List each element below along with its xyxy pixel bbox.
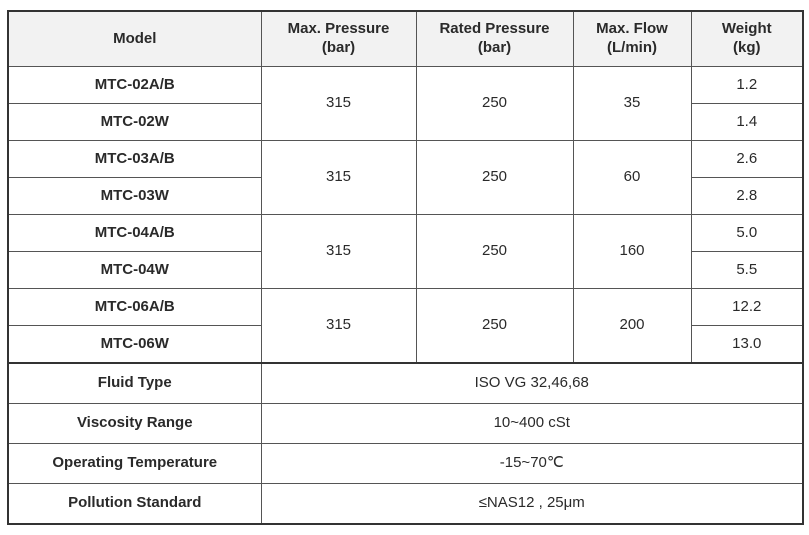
property-row (8, 404, 803, 444)
table-row (8, 289, 803, 326)
operating-temperature-value: -15~70℃ (261, 444, 803, 484)
weight-value: 5.0 (691, 215, 803, 252)
weight-value: 1.2 (691, 67, 803, 104)
table-row (8, 141, 803, 178)
pollution-standard-value: ≤NAS12 , 25μm (261, 484, 803, 525)
rated-pressure-value: 250 (416, 215, 573, 289)
property-row (8, 444, 803, 484)
max-flow-value: 35 (573, 67, 691, 141)
fluid-type-value: ISO VG 32,46,68 (261, 363, 803, 404)
max-pressure-value: 315 (261, 215, 416, 289)
rated-pressure-value: 250 (416, 67, 573, 141)
header-rated-pressure: Rated Pressure (bar) (416, 11, 573, 67)
header-max-flow: Max. Flow (L/min) (573, 11, 691, 67)
weight-value: 2.6 (691, 141, 803, 178)
property-row (8, 363, 803, 404)
model-name: MTC-04W (8, 252, 261, 289)
weight-value: 13.0 (691, 326, 803, 364)
max-pressure-value: 315 (261, 67, 416, 141)
model-name: MTC-04A/B (8, 215, 261, 252)
table-row (8, 67, 803, 104)
pollution-standard-label: Pollution Standard (8, 484, 261, 525)
weight-value: 2.8 (691, 178, 803, 215)
max-flow-value: 200 (573, 289, 691, 364)
header-max-pressure: Max. Pressure (bar) (261, 11, 416, 67)
model-name: MTC-06W (8, 326, 261, 364)
max-pressure-value: 315 (261, 141, 416, 215)
max-flow-value: 160 (573, 215, 691, 289)
max-flow-value: 60 (573, 141, 691, 215)
header-weight: Weight (kg) (691, 11, 803, 67)
rated-pressure-value: 250 (416, 141, 573, 215)
operating-temperature-label: Operating Temperature (8, 444, 261, 484)
weight-value: 1.4 (691, 104, 803, 141)
weight-value: 5.5 (691, 252, 803, 289)
header-model: Model (8, 11, 261, 67)
viscosity-range-label: Viscosity Range (8, 404, 261, 444)
model-name: MTC-02A/B (8, 67, 261, 104)
property-row (8, 484, 803, 525)
viscosity-range-value: 10~400 cSt (261, 404, 803, 444)
model-name: MTC-06A/B (8, 289, 261, 326)
rated-pressure-value: 250 (416, 289, 573, 364)
model-name: MTC-03A/B (8, 141, 261, 178)
weight-value: 12.2 (691, 289, 803, 326)
header-row (8, 11, 803, 67)
max-pressure-value: 315 (261, 289, 416, 364)
specification-table (7, 10, 804, 525)
table-row (8, 215, 803, 252)
model-name: MTC-03W (8, 178, 261, 215)
fluid-type-label: Fluid Type (8, 363, 261, 404)
model-name: MTC-02W (8, 104, 261, 141)
